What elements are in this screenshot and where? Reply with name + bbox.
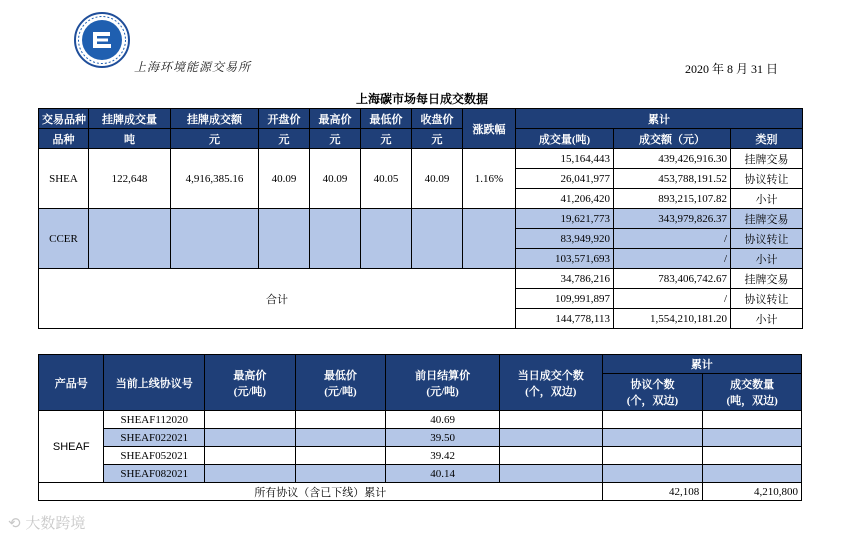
high-cell — [205, 411, 296, 429]
report-date: 2020 年 8 月 31 日 — [684, 62, 778, 76]
category-cell: 挂牌交易 — [731, 149, 803, 169]
agreement-code: SHEAF052021 — [104, 447, 205, 465]
agreement-code: SHEAF082021 — [104, 465, 205, 483]
col-high-unit: (元/吨) — [233, 385, 267, 398]
unit-amount: 元 — [171, 129, 259, 149]
category-cell: 小计 — [731, 189, 803, 209]
table-row — [39, 149, 803, 169]
shea-change: 1.16% — [463, 149, 516, 209]
cum-amount-cell: 343,979,826.37 — [614, 209, 731, 229]
daily-trading-table — [38, 108, 803, 329]
col-listed-amount: 挂牌成交额 — [171, 109, 259, 129]
col-cum-count-label: 协议个数 — [630, 379, 675, 391]
high-cell — [205, 447, 296, 465]
cum-count-cell — [602, 429, 703, 447]
col-cum-volume-label: 成交数量 — [730, 379, 775, 391]
watermark — [8, 512, 85, 533]
shea-listed-volume: 122,648 — [89, 149, 171, 209]
cum-volume-cell — [703, 411, 802, 429]
table-row — [39, 269, 803, 289]
col-day-count — [499, 355, 602, 411]
col-cumulative: 累计 — [602, 355, 801, 374]
category-cell: 挂牌交易 — [731, 269, 803, 289]
total-label: 合计 — [39, 269, 516, 329]
settle-cell: 40.14 — [386, 465, 500, 483]
all-agreements-label: 所有协议（含已下线）累计 — [39, 483, 603, 501]
col-cum-amount: 成交额（元） — [614, 129, 731, 149]
cum-volume-cell: 15,164,443 — [516, 149, 614, 169]
unit-close: 元 — [412, 129, 463, 149]
unit-high: 元 — [310, 129, 361, 149]
cum-count-cell — [602, 411, 703, 429]
high-cell — [205, 429, 296, 447]
exchange-name-script: 上海环境能源交易所 — [134, 60, 252, 74]
col-day-count-unit: (个，双边) — [525, 385, 577, 398]
cum-count-cell — [602, 447, 703, 465]
col-cum-count — [602, 374, 703, 411]
cum-volume-cell — [703, 465, 802, 483]
col-low: 最低价 — [361, 109, 412, 129]
total-cum-count: 42,108 — [602, 483, 703, 501]
agreement-code: SHEAF112020 — [104, 411, 205, 429]
col-cum-volume: 成交量(吨) — [516, 129, 614, 149]
table-total-row — [39, 483, 802, 501]
agreement-code: SHEAF022021 — [104, 429, 205, 447]
ccer-low — [361, 209, 412, 269]
table-row — [39, 411, 802, 429]
col-prev-settle — [386, 355, 500, 411]
col-day-count-label: 当日成交个数 — [517, 369, 584, 382]
col-cumulative: 累计 — [516, 109, 803, 129]
col-product: 产品号 — [39, 355, 104, 411]
count-cell — [499, 411, 602, 429]
table-row — [39, 447, 802, 465]
col-product: 交易品种 — [39, 109, 89, 129]
cum-volume-cell: 41,206,420 — [516, 189, 614, 209]
shea-close: 40.09 — [412, 149, 463, 209]
table-header-row — [39, 355, 802, 374]
col-cum-volume — [703, 374, 802, 411]
cum-volume-cell — [703, 447, 802, 465]
cum-amount-cell: / — [614, 229, 731, 249]
cum-volume-cell: 109,991,897 — [516, 289, 614, 309]
shea-high: 40.09 — [310, 149, 361, 209]
col-category: 类别 — [731, 129, 803, 149]
col-cum-volume-unit: (吨，双边) — [726, 395, 778, 407]
cum-volume-cell: 103,571,693 — [516, 249, 614, 269]
shea-open: 40.09 — [259, 149, 310, 209]
table-row — [39, 429, 802, 447]
ccer-listed-amount — [171, 209, 259, 269]
low-cell — [295, 429, 386, 447]
cum-amount-cell: 453,788,191.52 — [614, 169, 731, 189]
table-row — [39, 209, 803, 229]
table-header-row — [39, 109, 803, 129]
watermark-text: 大数跨境 — [25, 514, 86, 532]
col-close: 收盘价 — [412, 109, 463, 129]
col-change: 涨跌幅 — [463, 109, 516, 149]
low-cell — [295, 411, 386, 429]
cum-amount-cell: 439,426,916.30 — [614, 149, 731, 169]
settle-cell: 39.50 — [386, 429, 500, 447]
agreement-table — [38, 354, 802, 501]
shea-low: 40.05 — [361, 149, 412, 209]
cum-volume-cell: 83,949,920 — [516, 229, 614, 249]
total-cum-volume: 4,210,800 — [703, 483, 802, 501]
unit-product: 品种 — [39, 129, 89, 149]
unit-volume: 吨 — [89, 129, 171, 149]
cum-volume-cell — [703, 429, 802, 447]
cum-volume-cell: 34,786,216 — [516, 269, 614, 289]
ccer-change — [463, 209, 516, 269]
count-cell — [499, 429, 602, 447]
ccer-name: CCER — [39, 209, 89, 269]
col-high — [205, 355, 296, 411]
col-high: 最高价 — [310, 109, 361, 129]
category-cell: 协议转让 — [731, 289, 803, 309]
settle-cell: 39.42 — [386, 447, 500, 465]
category-cell: 挂牌交易 — [731, 209, 803, 229]
low-cell — [295, 465, 386, 483]
high-cell — [205, 465, 296, 483]
page-header — [0, 0, 844, 90]
cum-amount-cell: 893,215,107.82 — [614, 189, 731, 209]
product-name: SHEAF — [39, 411, 104, 483]
col-open: 开盘价 — [259, 109, 310, 129]
low-cell — [295, 447, 386, 465]
cum-amount-cell: 1,554,210,181.20 — [614, 309, 731, 329]
col-low — [295, 355, 386, 411]
shea-listed-amount: 4,916,385.16 — [171, 149, 259, 209]
count-cell — [499, 447, 602, 465]
col-agreement: 当前上线协议号 — [104, 355, 205, 411]
cum-volume-cell: 144,778,113 — [516, 309, 614, 329]
col-low-label: 最低价 — [323, 369, 357, 382]
page-title: 上海碳市场每日成交数据 — [355, 92, 488, 106]
cum-volume-cell: 26,041,977 — [516, 169, 614, 189]
unit-low: 元 — [361, 129, 412, 149]
col-prev-settle-label: 前日结算价 — [415, 369, 471, 382]
cum-amount-cell: / — [614, 249, 731, 269]
table-unit-row — [39, 129, 803, 149]
table-row — [39, 465, 802, 483]
ccer-listed-volume — [89, 209, 171, 269]
col-listed-volume: 挂牌成交量 — [89, 109, 171, 129]
cum-volume-cell: 19,621,773 — [516, 209, 614, 229]
category-cell: 协议转让 — [731, 169, 803, 189]
unit-open: 元 — [259, 129, 310, 149]
category-cell: 小计 — [731, 309, 803, 329]
col-cum-count-unit: (个，双边) — [626, 395, 679, 407]
col-low-unit: (元/吨) — [324, 385, 357, 398]
col-prev-settle-unit: (元/吨) — [426, 385, 459, 398]
settle-cell: 40.69 — [386, 411, 500, 429]
category-cell: 小计 — [731, 249, 803, 269]
category-cell: 协议转让 — [731, 229, 803, 249]
ccer-close — [412, 209, 463, 269]
ccer-open — [259, 209, 310, 269]
col-high-label: 最高价 — [233, 369, 267, 382]
shea-name: SHEA — [39, 149, 89, 209]
count-cell — [499, 465, 602, 483]
cum-count-cell — [602, 465, 703, 483]
exchange-logo — [74, 12, 130, 68]
cum-amount-cell: / — [614, 289, 731, 309]
watermark-icon: ⟲ — [8, 514, 21, 532]
cum-amount-cell: 783,406,742.67 — [614, 269, 731, 289]
ccer-high — [310, 209, 361, 269]
